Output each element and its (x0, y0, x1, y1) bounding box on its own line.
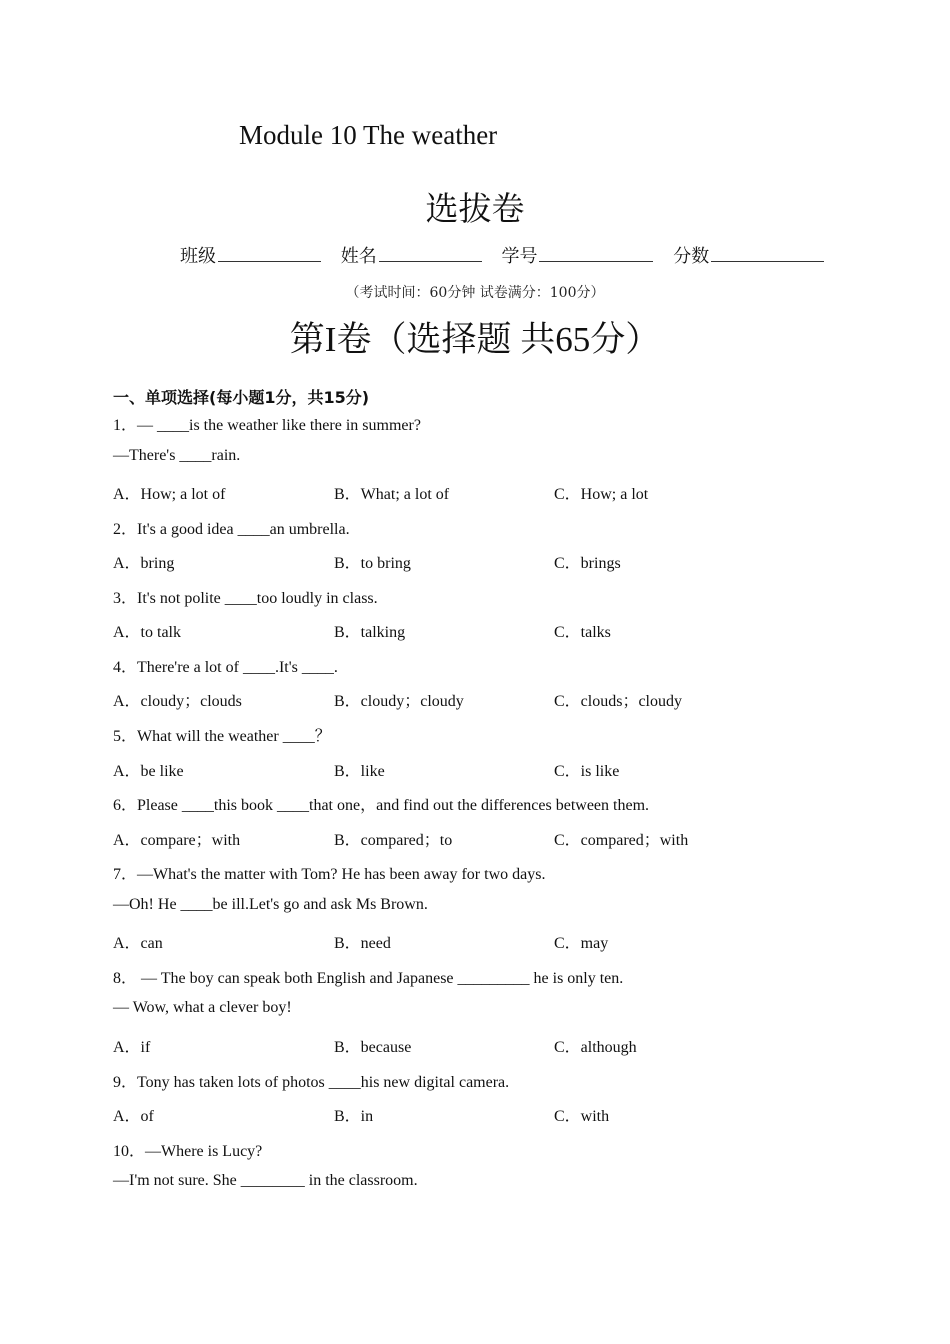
student-number-label: 学号 (501, 246, 538, 267)
question-1-option-b[interactable]: B．What; a lot of (334, 486, 450, 503)
question-1-option-a[interactable]: A．How; a lot of (113, 486, 226, 503)
question-3-option-b[interactable]: B．talking (334, 624, 406, 641)
question-9-option-c[interactable]: C．with (554, 1108, 610, 1125)
question-2-option-b[interactable]: B．to bring (334, 555, 411, 572)
question-1-option-c[interactable]: C．How; a lot (554, 486, 649, 503)
volume-title: 第I卷（选择题 共65分） (289, 320, 661, 359)
question-6-option-b[interactable]: B．compared；to (334, 832, 453, 849)
name-label: 姓名 (340, 246, 377, 267)
section-heading: 一、单项选择(每小题1分，共15分) (113, 388, 370, 407)
question-8-option-b[interactable]: B．because (334, 1039, 412, 1056)
question-8-reply: — Wow, what a clever boy! (113, 999, 292, 1016)
question-4-stem: 4．There're a lot of ____.It's ____. (113, 659, 338, 676)
question-7-reply: —Oh! He ____be ill.Let's go and ask Ms Brown. (113, 896, 428, 913)
question-8-option-c[interactable]: C．although (554, 1039, 637, 1056)
question-1-stem: 1．— ____is the weather like there in summer? (113, 417, 421, 434)
module-title: Module 10 The weather (239, 120, 498, 150)
question-3-stem: 3．It's not polite ____too loudly in class. (113, 590, 378, 607)
class-blank[interactable] (218, 260, 321, 262)
class-label: 班级 (180, 246, 216, 267)
question-5-option-a[interactable]: A．be like (113, 763, 184, 780)
exam-note: （考试时间：60分钟 试卷满分：100分） (345, 285, 605, 301)
question-4-option-b[interactable]: B．cloudy；cloudy (334, 693, 464, 710)
question-7-option-b[interactable]: B．need (334, 935, 391, 952)
score-label: 分数 (673, 246, 710, 267)
student-number-field (501, 242, 653, 268)
score-blank[interactable] (711, 260, 824, 262)
question-3-option-c[interactable]: C．talks (554, 624, 611, 641)
name-blank[interactable] (379, 260, 482, 262)
question-5-option-c[interactable]: C．is like (554, 763, 620, 780)
question-6-stem: 6．Please ____this book ____that one，and find out the differences between them. (113, 797, 650, 814)
question-2-stem: 2．It's a good idea ____an umbrella. (113, 521, 350, 538)
question-1-reply: —There's ____rain. (113, 447, 241, 464)
question-4-option-c[interactable]: C．clouds；cloudy (554, 693, 682, 710)
score-field (673, 242, 824, 268)
question-2-option-c[interactable]: C．brings (554, 555, 621, 572)
question-6-option-c[interactable]: C．compared；with (554, 832, 689, 849)
question-9-option-a[interactable]: A．of (113, 1108, 154, 1125)
question-5-option-b[interactable]: B．like (334, 763, 385, 780)
question-7-option-c[interactable]: C．may (554, 935, 609, 952)
question-8-stem: 8． — The boy can speak both English and Japanese _________ he is only ten. (113, 970, 624, 987)
question-2-option-a[interactable]: A．bring (113, 555, 175, 572)
question-4-option-a[interactable]: A．cloudy；clouds (113, 693, 242, 710)
question-5-stem: 5．What will the weather ____？ (113, 728, 331, 745)
question-9-stem: 9．Tony has taken lots of photos ____his new digital camera. (113, 1074, 510, 1091)
student-number-blank[interactable] (539, 260, 653, 262)
exam-kind-title: 选拔卷 (425, 189, 525, 228)
question-10-reply: —I'm not sure. She ________ in the classroom. (113, 1172, 418, 1189)
class-field (180, 242, 321, 268)
name-field (341, 242, 482, 268)
question-3-option-a[interactable]: A．to talk (113, 624, 181, 641)
student-info-line (180, 242, 838, 268)
question-7-option-a[interactable]: A．can (113, 935, 163, 952)
question-6-option-a[interactable]: A．compare；with (113, 832, 241, 849)
question-9-option-b[interactable]: B．in (334, 1108, 374, 1125)
question-8-option-a[interactable]: A．if (113, 1039, 151, 1056)
question-7-stem: 7．—What's the matter with Tom? He has been away for two days. (113, 866, 546, 883)
question-10-stem: 10．—Where is Lucy? (113, 1143, 263, 1160)
